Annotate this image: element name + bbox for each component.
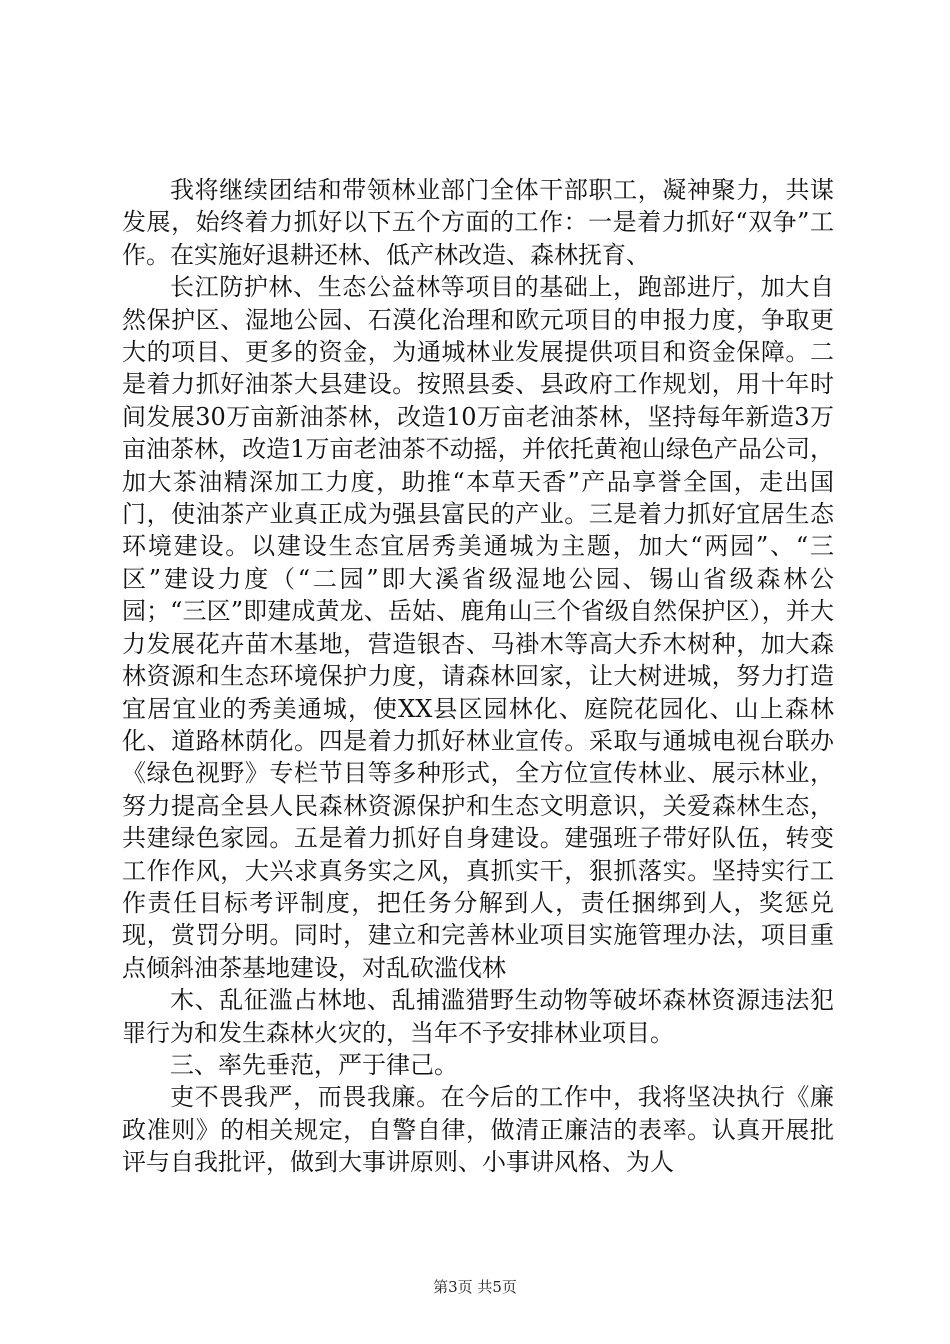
document-body <box>122 174 834 1179</box>
paragraph-work-plan-intro: 我将继续团结和带领林业部门全体干部职工，凝神聚力，共谋发展，始终着力抓好以下五个方面的工作：一是着力抓好“双争”工作。在实施好退耕还林、低产林改造、森林抚育、 <box>122 176 834 269</box>
page-number-label: 第3页 共5页 <box>433 1278 517 1296</box>
page-footer <box>0 1277 950 1297</box>
paragraph-work-plan-details: 长江防护林、生态公益林等项目的基础上，跑部进厅，加大自然保护区、湿地公园、石漠化治理和欧元项目的申报力度，争取更大的项目、更多的资金，为通城林业发展提供项目和资金保障。二是着力抓好油茶大县建设。按照县委、县政府工作规划，用十年时间发展30万亩新油茶林，改造10万亩老油茶林，坚持每年新造3万亩油茶林，改造1万亩老油茶不动摇，并依托黄袍山绿色产品公司，加大茶油精深加工力度，助推“本草天香”产品享誉全国，走出国门，使油茶产业真正成为强县富民的产业。三是着力抓好宜居生态环境建设。以建设生态宜居秀美通城为主题，加大“两园”、“三区”建设力度（“二园”即大溪省级湿地公园、锡山省级森林公园；“三区”即建成黄龙、岳姑、鹿角山三个省级自然保护区），并大力发展花卉苗木基地，营造银杏、马褂木等高大乔木树种，加大森林资源和生态环境保护力度，请森林回家，让大树进城，努力打造宜居宜业的秀美通城，使XX县区园林化、庭院花园化、山上森林化、道路林荫化。四是着力抓好林业宣传。采取与通城电视台联办《绿色视野》专栏节目等多种形式，全方位宣传林业、展示林业，努力提高全县人民森林资源保护和生态文明意识，关爱森林生态，共建绿色家园。五是着力抓好自身建设。建强班子带好队伍，转变工作作风，大兴求真务实之风，真抓实干，狠抓落实。坚持实行工作责任目标考评制度，把任务分解到人，责任捆绑到人，奖惩兑现，赏罚分明。同时，建立和完善林业项目实施管理办法，项目重点倾斜油茶基地建设，对乱砍滥伐林 <box>122 273 834 982</box>
paragraph-integrity: 吏不畏我严，而畏我廉。在今后的工作中，我将坚决执行《廉政准则》的相关规定，自警自律，做清正廉洁的表率。认真开展批评与自我批评，做到大事讲原则、小事讲风格、为人 <box>122 1083 834 1177</box>
section-heading-three: 三、率先垂范，严于律己。 <box>170 1050 458 1079</box>
paragraph-work-plan-conclusion: 木、乱征滥占林地、乱捕滥猎野生动物等破坏森林资源违法犯罪行为和发生森林火灾的，当年不予安排林业项目。 <box>122 986 834 1047</box>
